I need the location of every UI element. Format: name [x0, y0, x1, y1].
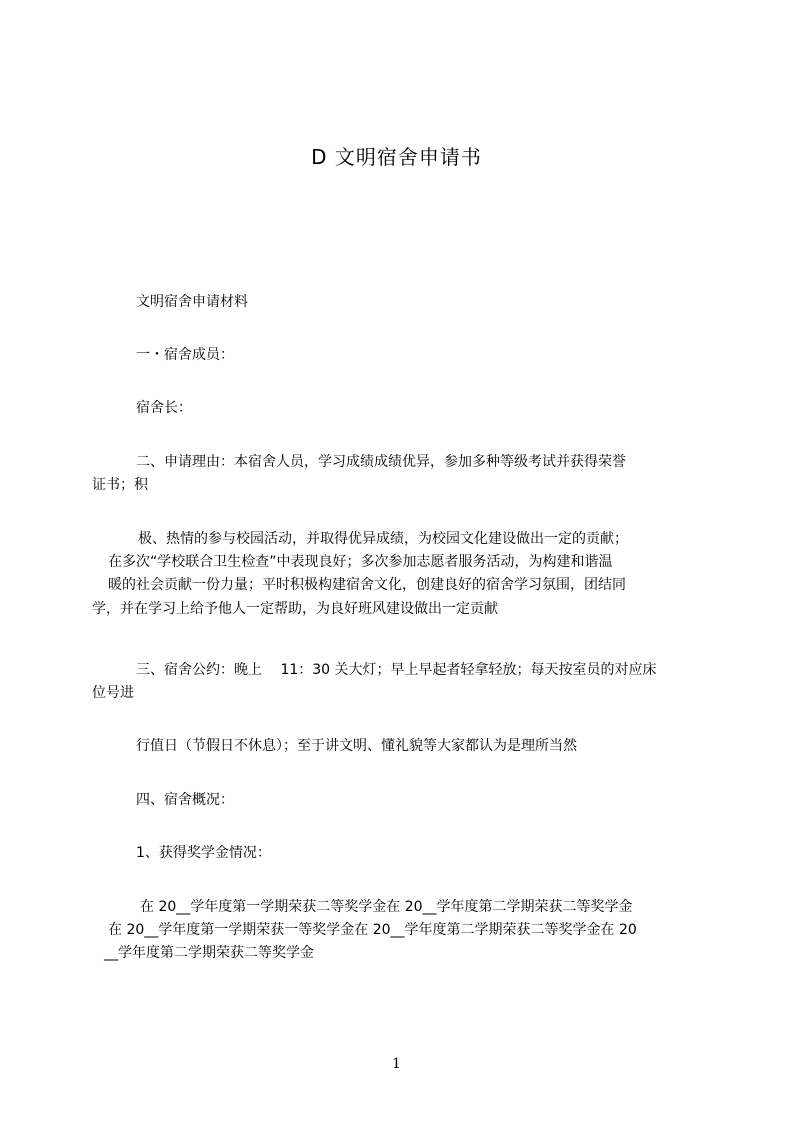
- section-reason-line-1: 二、申请理由：本宿舍人员，学习成绩成绩优异，参加多种等级考试并获得荣誉: [136, 454, 626, 470]
- reason-body-line-4: 学，并在学习上给予他人一定帮助，为良好班风建设做出一定贡献: [92, 601, 498, 617]
- reason-body-line-1: 极、热情的参与校园活动，并取得优异成绩，为校园文化建设做出一定的贡献；: [138, 531, 628, 547]
- scholarship-line-2: 在 20__学年度第一学期荣获一等奖学金在 20__学年度第二学期荣获二等奖学金在 20: [108, 922, 637, 938]
- scholarship-line-1: 在 20__学年度第一学期荣获二等奖学金在 20__学年度第二学期荣获二等奖学金: [140, 899, 633, 915]
- rules-body: 行值日（节假日不休息）；至于讲文明、懂礼貌等大家都认为是理所当然: [136, 738, 577, 754]
- reason-body-line-3: 暖的社会贡献一份力量；平时积极构建宿舍文化，创建良好的宿舍学习氛围，团结同: [108, 577, 626, 593]
- section-rules-line-2: 位号进: [92, 685, 134, 701]
- dorm-leader-label: 宿舍长：: [136, 400, 192, 416]
- materials-heading: 文明宿舍申请材料: [136, 294, 248, 310]
- reason-body-line-2: 在多次“学校联合卫生检查”中表现良好；多次参加志愿者服务活动，为构建和谐温: [108, 554, 613, 570]
- section-rules-line-1: 三、宿舍公约：晚上 11：30 关大灯；早上早起者轻拿轻放；每天按室员的对应床: [136, 662, 657, 678]
- section-reason-line-2: 证书；积: [92, 477, 148, 493]
- scholarship-heading: 1、获得奖学金情况：: [136, 845, 271, 861]
- scholarship-line-3: __学年度第二学期荣获二等奖学金: [104, 945, 314, 961]
- page-number: 1: [392, 1056, 401, 1072]
- document-title: D 文明宿舍申请书: [311, 145, 482, 169]
- section-members-heading: 一・宿舍成员：: [136, 347, 234, 363]
- section-overview-heading: 四、宿舍概况：: [136, 792, 234, 808]
